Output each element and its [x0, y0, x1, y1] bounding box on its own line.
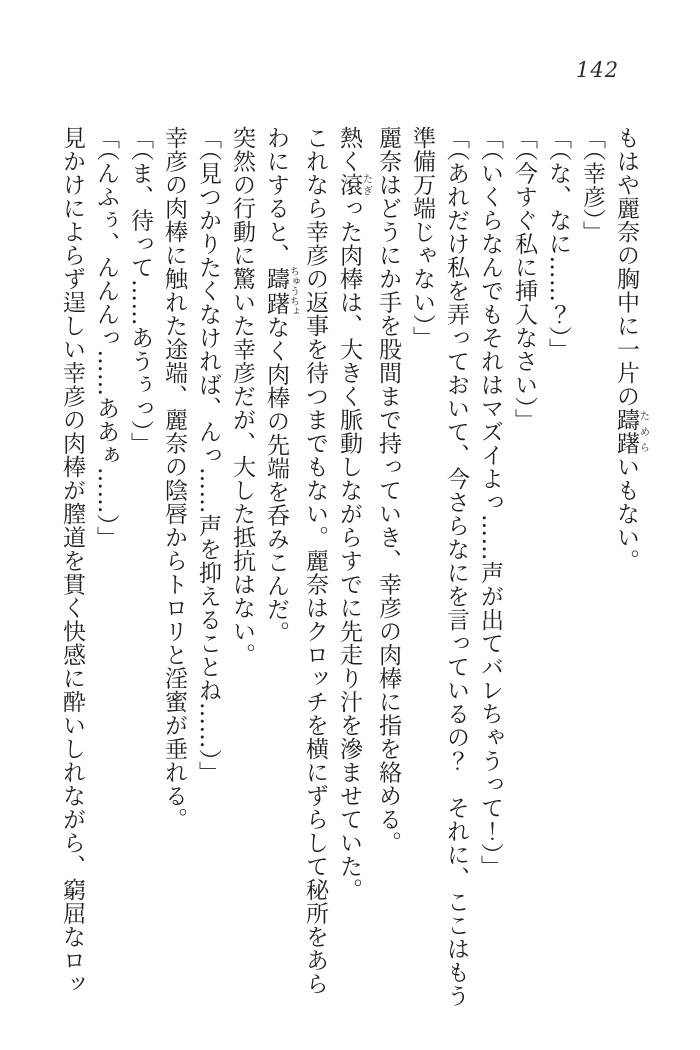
- text-line: 見かけによらず逞しい幸彦の肉棒が膣道を貫く快感に酔いしれながら、窮屈なロッ: [59, 126, 85, 996]
- text-line: 「（んふぅ、んんんっ……ああぁ……）」: [93, 126, 119, 550]
- ruby-annotated-word: 躊躇ためら: [613, 408, 649, 455]
- text-line: 突然の行動に驚いた幸彦だが、大した抵抗はない。: [229, 126, 255, 667]
- ruby-annotated-word: 躊躇ちゅうちょ: [263, 266, 299, 317]
- text-line: 熱く滾たぎった肉棒は、大きく脈動しながらすでに先走り汁を滲ませていた。: [336, 126, 372, 902]
- text-line: 「（ま、待って……あうぅっ）」: [127, 126, 153, 456]
- text-line: 麗奈はどうにか手を股間まで持っていき、幸彦の肉棒に指を絡める。: [375, 126, 401, 855]
- text-line: 「（今すぐ私に挿入なさい）」: [511, 126, 537, 432]
- text-line: 「（な、なに……？）」: [545, 126, 571, 362]
- text-line: もはや麗奈の胸中に一片の躊躇ためらいもない。: [613, 126, 649, 573]
- text-line: これなら幸彦の返事を待つまでもない。麗奈はクロッチを横にずらして秘所をあら: [302, 126, 328, 996]
- text-line: 「（いくらなんでもそれはマズイよっ……声が出てバレちゃうって！）」: [477, 126, 503, 879]
- text-line: 「（幸彦）」: [579, 126, 605, 244]
- text-line: 幸彦の肉棒に触れた途端、麗奈の陰唇からトロリと淫蜜が垂れる。: [161, 126, 187, 831]
- text-line: わにすると、躊躇ちゅうちょなく肉棒の先端を呑みこんだ。: [263, 126, 299, 645]
- vertical-text-block: [55, 126, 648, 1006]
- page-number: 142: [576, 58, 620, 82]
- text-line: 「（あれだけ私を弄っておいて、今さらなにを言っているの？ それに、ここはもう: [443, 126, 469, 1008]
- text-line: 準備万端じゃない）」: [409, 126, 435, 350]
- text-line: 「（見つかりたくなければ、んっ……声を抑えることね……）」: [195, 126, 221, 785]
- ruby-annotated-word: 滾たぎ: [336, 173, 372, 197]
